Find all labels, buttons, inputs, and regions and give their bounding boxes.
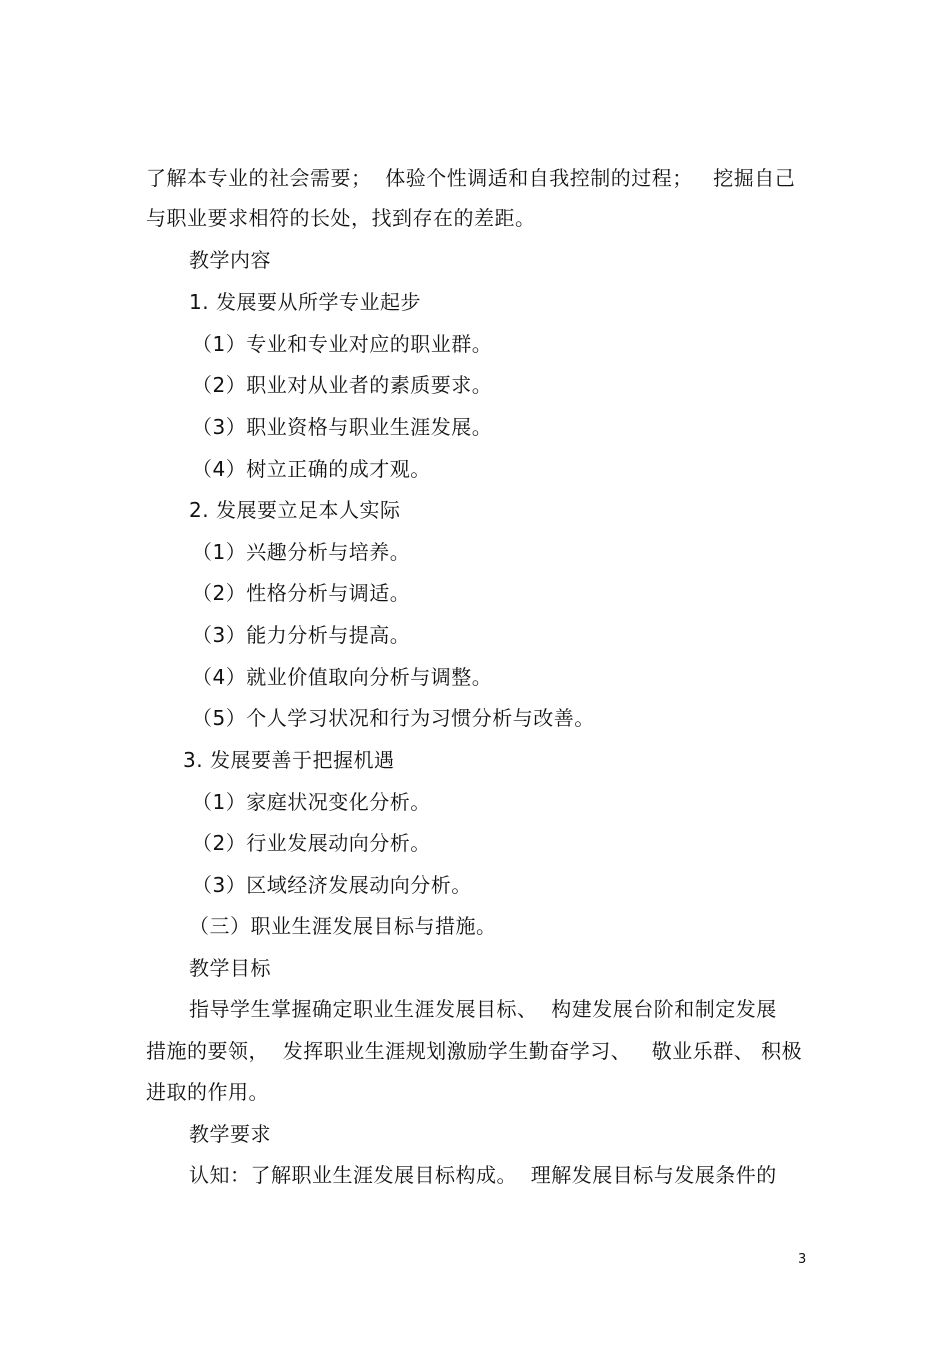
list-item: （2）行业发展动向分析。 xyxy=(192,831,431,855)
list-heading: 2. 发展要立足本人实际 xyxy=(189,498,401,522)
list-item: （1）家庭状况变化分析。 xyxy=(192,790,431,814)
list-item: （2）职业对从业者的素质要求。 xyxy=(192,373,493,397)
list-item: （2）性格分析与调适。 xyxy=(192,581,411,605)
list-item: （3）职业资格与职业生涯发展。 xyxy=(192,415,493,439)
list-item: （4）树立正确的成才观。 xyxy=(192,457,431,481)
page-number: 3 xyxy=(798,1252,807,1267)
list-item: （4）就业价值取向分析与调整。 xyxy=(192,665,493,689)
text-line: 措施的要领， 发挥职业生涯规划激励学生勤奋学习、 敬业乐群、 积极 xyxy=(146,1039,803,1063)
list-heading: 3. 发展要善于把握机遇 xyxy=(183,748,395,772)
text-line: 了解本专业的社会需要； 体验个性调适和自我控制的过程； 挖掘自己 xyxy=(146,166,796,190)
section-heading: （三）职业生涯发展目标与措施。 xyxy=(189,914,497,938)
section-heading: 教学内容 xyxy=(189,248,271,272)
text-line: 认知：了解职业生涯发展目标构成。 理解发展目标与发展条件的 xyxy=(189,1163,777,1187)
list-item: （1）兴趣分析与培养。 xyxy=(192,540,411,564)
list-item: （1）专业和专业对应的职业群。 xyxy=(192,332,493,356)
section-heading: 教学要求 xyxy=(189,1122,271,1146)
list-item: （3）区域经济发展动向分析。 xyxy=(192,873,472,897)
list-item: （3）能力分析与提高。 xyxy=(192,623,411,647)
list-heading: 1. 发展要从所学专业起步 xyxy=(189,290,421,314)
text-line: 与职业要求相符的长处，找到存在的差距。 xyxy=(146,206,536,230)
text-line: 进取的作用。 xyxy=(146,1080,269,1104)
text-line: 指导学生掌握确定职业生涯发展目标、 构建发展台阶和制定发展 xyxy=(189,997,777,1021)
section-heading: 教学目标 xyxy=(189,956,271,980)
list-item: （5）个人学习状况和行为习惯分析与改善。 xyxy=(192,706,595,730)
